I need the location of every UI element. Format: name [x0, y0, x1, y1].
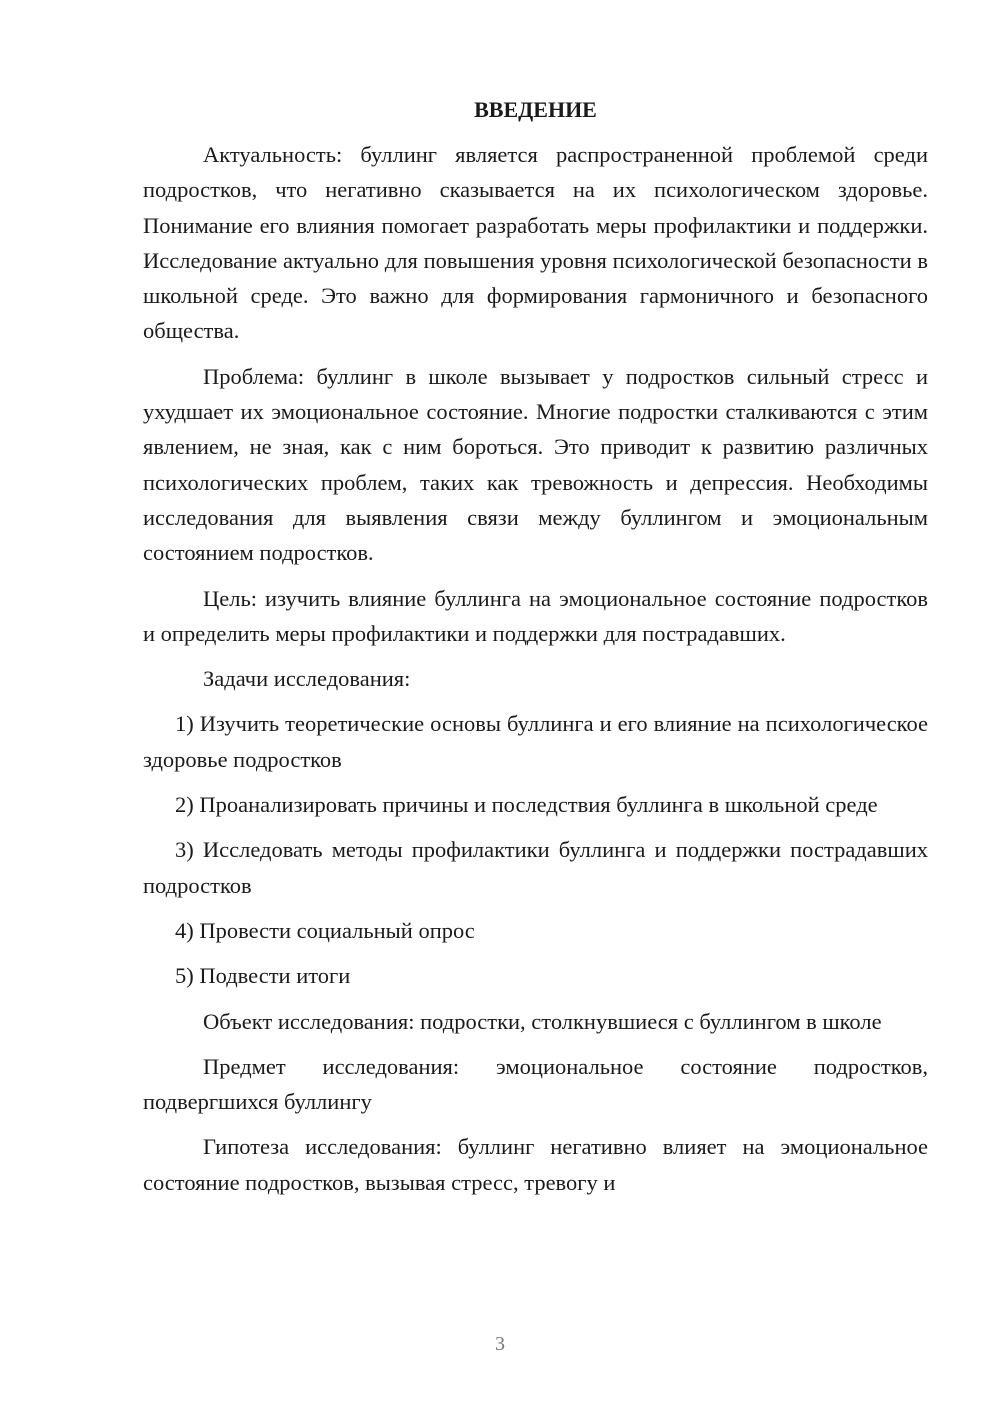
paragraph-relevance: Актуальность: буллинг является распространенной проблемой среди подростков, что негативно сказывается на их психологическом здоровье. Понимание его влияния помогает разработать меры профилактики и поддержки. Исследование актуально для повышения уровня психологической безопасности в школьной среде. Это важно для формирования гармоничного и безопасного общества.: [143, 142, 928, 344]
task-item-1: 1) Изучить теоретические основы буллинга и его влияние на психологическое здоровье подростков: [143, 711, 928, 772]
document-page: [143, 92, 928, 1210]
page-number: 3: [495, 1333, 505, 1355]
page-title: ВВЕДЕНИЕ: [474, 97, 597, 122]
paragraph-object: Объект исследования: подростки, столкнувшиеся с буллингом в школе: [203, 1008, 882, 1034]
paragraph-subject: Предмет исследования: эмоциональное состояние подростков, подвергшихся буллингу: [143, 1053, 928, 1115]
task-item-3: 3) Исследовать методы профилактики буллинга и поддержки пострадавших подростков: [143, 837, 928, 898]
task-item-4: 4) Провести социальный опрос: [175, 917, 475, 943]
paragraph-goal: Цель: изучить влияние буллинга на эмоциональное состояние подростков и определить меры профилактики и поддержки для пострадавших.: [143, 585, 928, 646]
task-item-2: 2) Проанализировать причины и последствия буллинга в школьной среде: [175, 792, 878, 818]
paragraph-hypothesis: Гипотеза исследования: буллинг негативно влияет на эмоциональное состояние подростков, вызывая стресс, тревогу и: [143, 1134, 928, 1195]
task-item-5: 5) Подвести итоги: [175, 963, 351, 989]
tasks-heading: Задачи исследования:: [203, 666, 411, 692]
paragraph-problem: Проблема: буллинг в школе вызывает у подростков сильный стресс и ухудшает их эмоциональное состояние. Многие подростки сталкиваются с этим явлением, не зная, как с ним бороться. Это приводит к развитию различных психологических проблем, таких как тревожность и депрессия. Необходимы исследования для выявления связи между буллингом и эмоциональным состоянием подростков.: [143, 363, 928, 566]
